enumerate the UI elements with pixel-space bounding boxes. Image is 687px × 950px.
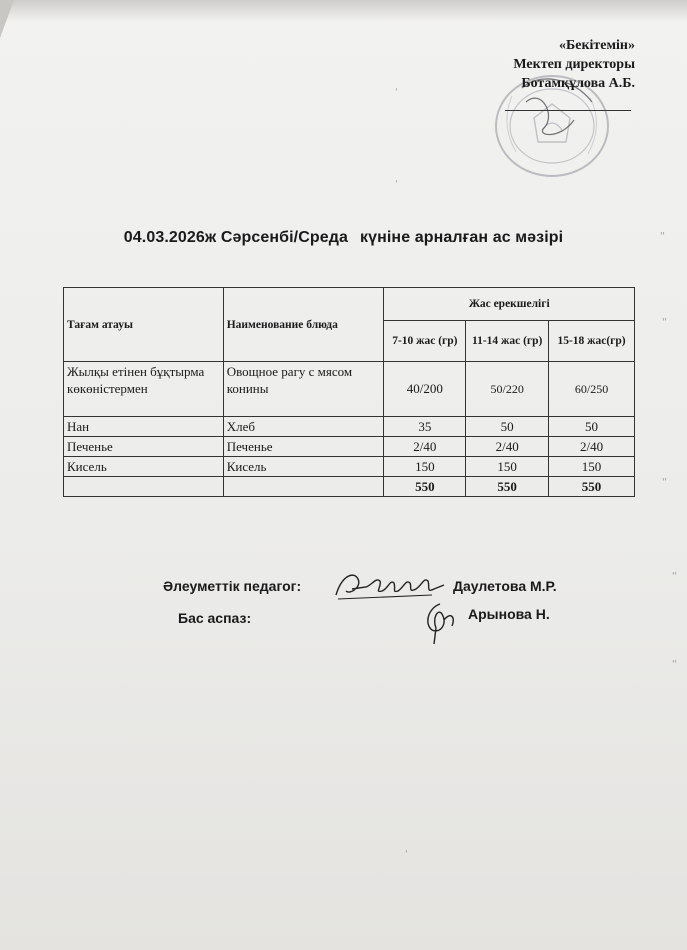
dish-ru: Овощное рагу с мясом конины [223, 362, 384, 417]
header-dish-ru: Наименование блюда [223, 288, 384, 362]
pedagog-role: Әлеуметтік педагог: [163, 578, 302, 594]
cook-signature [418, 600, 462, 648]
total-row [64, 477, 635, 497]
portion-15-18: 60/250 [549, 362, 635, 417]
table-row [64, 362, 635, 417]
approval-signature-line [505, 110, 631, 111]
scan-mark: ˈˈ [672, 660, 677, 670]
portion-7-10: 150 [384, 457, 466, 477]
scan-mark: ˈ [395, 180, 398, 190]
portion-15-18: 50 [549, 417, 635, 437]
dish-kz: Кисель [64, 457, 224, 477]
total-empty-ru [223, 477, 384, 497]
menu-title-rest: күніне арналған ас мәзірі [360, 229, 564, 246]
portion-7-10: 40/200 [384, 362, 466, 417]
dish-kz: Печенье [64, 437, 224, 457]
portion-7-10: 35 [384, 417, 466, 437]
scan-mark: ˈˈ [662, 478, 667, 488]
portion-11-14: 2/40 [466, 437, 549, 457]
portion-15-18: 2/40 [549, 437, 635, 457]
scan-mark: ˈˈ [662, 318, 667, 328]
scan-mark: ˈˈ [672, 572, 677, 582]
total-7-10: 550 [384, 477, 466, 497]
header-age-15-18: 15-18 жас(гр) [549, 321, 635, 362]
pedagog-signature [332, 565, 452, 605]
scan-mark: ˈ [405, 850, 408, 860]
header-age-group: Жас ерекшелігі [384, 288, 635, 321]
dish-kz: Жылқы етінен бұқтырма көкөністермен [64, 362, 224, 417]
approval-position: Мектеп директоры [513, 57, 635, 72]
scan-mark: ˈ [395, 88, 398, 98]
portion-11-14: 50 [466, 417, 549, 437]
menu-title-date: 04.03.2026ж Сәрсенбі/Среда [123, 229, 349, 246]
total-11-14: 550 [466, 477, 549, 497]
portion-11-14: 50/220 [466, 362, 549, 417]
table-row [64, 417, 635, 437]
portion-11-14: 150 [466, 457, 549, 477]
approval-name: Ботамқұлова А.Б. [521, 76, 635, 91]
dish-ru: Печенье [223, 437, 384, 457]
approval-heading: «Бекітемін» [558, 38, 635, 53]
header-age-11-14: 11-14 жас (гр) [466, 321, 549, 362]
menu-table [63, 287, 635, 497]
dish-ru: Хлеб [223, 417, 384, 437]
cook-name: Арынова Н. [468, 606, 550, 622]
header-dish-kz: Тағам атауы [64, 288, 224, 362]
table-row [64, 437, 635, 457]
scan-mark: ˈˈ [660, 232, 665, 242]
dish-kz: Нан [64, 417, 224, 437]
cook-role: Бас аспаз: [178, 610, 252, 626]
dish-ru: Кисель [223, 457, 384, 477]
total-empty-kz [64, 477, 224, 497]
page-corner [0, 0, 14, 38]
approval-block [513, 36, 635, 93]
table-row [64, 457, 635, 477]
portion-7-10: 2/40 [384, 437, 466, 457]
total-15-18: 550 [549, 477, 635, 497]
page-top-shadow [0, 0, 687, 22]
pedagog-name: Даулетова М.Р. [453, 578, 557, 594]
menu-title [0, 229, 687, 247]
portion-15-18: 150 [549, 457, 635, 477]
header-age-7-10: 7-10 жас (гр) [384, 321, 466, 362]
